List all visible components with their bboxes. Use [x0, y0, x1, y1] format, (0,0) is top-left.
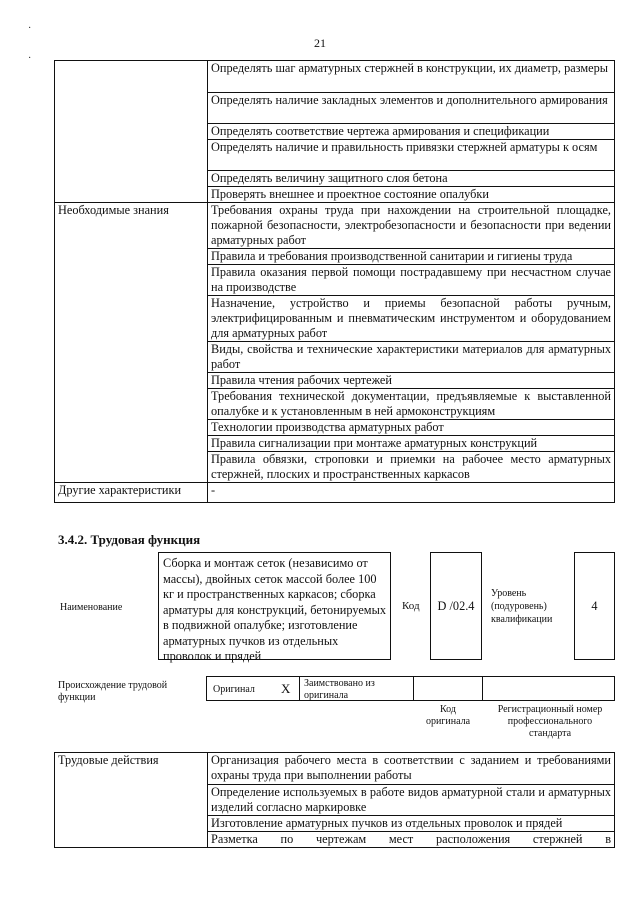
origin-divider — [482, 676, 483, 701]
skill-item: Определять шаг арматурных стержней в конструкции, их диаметр, размеры — [208, 61, 615, 93]
knowledge-item: Назначение, устройство и приемы безопасной работы ручным, электрифицированным и пневматическим инструментом и оборудованием для арматурных работ — [208, 296, 615, 342]
scan-marks: · · — [28, 23, 32, 64]
skill-item: Определять наличие и правильность привязки стержней арматуры к осям — [208, 140, 615, 171]
table-row — [55, 203, 615, 249]
labor-actions-label: Трудовые действия — [55, 753, 208, 848]
skill-item: Определять соответствие чертежа армирования и спецификации — [208, 124, 615, 140]
function-name-value: Сборка и монтаж сеток (независимо от массы), двойных сеток массой более 100 кг и пространственных каркасов; сборка арматуры для конструкций, бетонируемых в подвижной опалубке; изготовление арматурных пучков из отдельных проволок и прядей — [163, 556, 386, 663]
other-characteristics-value: - — [208, 483, 615, 503]
knowledge-item: Правила чтения рабочих чертежей — [208, 373, 615, 389]
code-original-label: Код оригинала — [425, 704, 471, 727]
origin-divider — [299, 676, 300, 701]
action-item: Определение используемых в работе видов арматурной стали и арматурных изделий согласно маркировке — [208, 785, 615, 816]
action-item: Разметка по чертежам мест расположения стержней в — [208, 832, 615, 848]
origin-label: Происхождение трудовой функции — [58, 680, 168, 703]
skill-item: Определять величину защитного слоя бетона — [208, 171, 615, 187]
qualification-level-label: Уровень (подуровень) квалификации — [491, 588, 553, 625]
skill-item: Определять наличие закладных элементов и дополнительного армирования — [208, 93, 615, 124]
knowledge-item: Правила сигнализации при монтаже арматурных конструкций — [208, 436, 615, 452]
skills-knowledge-table — [54, 60, 615, 503]
knowledge-item: Правила обвязки, строповки и приемки на рабочее место арматурных стержней, плоских и пространственных каркасов — [208, 452, 615, 483]
level-value: 4 — [591, 599, 598, 613]
action-item: Изготовление арматурных пучков из отдельных проволок и прядей — [208, 816, 615, 832]
table-row — [55, 753, 615, 785]
reg-number-label: Регистрационный номер профессионального стандарта — [497, 704, 603, 739]
knowledge-item: Правила и требования производственной санитарии и гигиены труда — [208, 249, 615, 265]
skill-item: Проверять внешнее и проектное состояние опалубки — [208, 187, 615, 203]
knowledge-item: Виды, свойства и технические характеристики материалов для арматурных работ — [208, 342, 615, 373]
other-characteristics-label: Другие характеристики — [55, 483, 208, 503]
function-name-box — [158, 552, 391, 663]
knowledge-item: Правила оказания первой помощи пострадавшему при несчастном случае на производстве — [208, 265, 615, 296]
table-row — [55, 483, 615, 503]
code-label: Код — [402, 600, 420, 612]
page-number: 21 — [314, 36, 326, 50]
borrowed-label: Заимствовано из оригинала — [304, 678, 375, 701]
original-label: Оригинал — [213, 684, 255, 695]
code-box — [430, 552, 482, 660]
action-item: Организация рабочего места в соответствии с заданием и требованиями охраны труда при выполнении работы — [208, 753, 615, 785]
knowledge-item: Требования охраны труда при нахождении на строительной площадке, пожарной безопасности, электробезопасности и безопасности при ведении арматурных работ — [208, 203, 615, 249]
original-mark: X — [281, 681, 291, 696]
table-row — [55, 61, 615, 93]
labor-actions-table — [54, 752, 615, 848]
code-value: D /02.4 — [437, 599, 475, 613]
knowledge-item: Технологии производства арматурных работ — [208, 420, 615, 436]
level-box — [574, 552, 615, 660]
origin-divider — [413, 676, 414, 701]
knowledge-item: Требования технической документации, предъявляемые к выставленной опалубке и к установленным в ней армоконструкциям — [208, 389, 615, 420]
name-label: Наименование — [60, 602, 123, 613]
section-title: 3.4.2. Трудовая функция — [58, 532, 201, 547]
category-cell-empty — [55, 61, 208, 203]
knowledge-label: Необходимые знания — [55, 203, 208, 483]
